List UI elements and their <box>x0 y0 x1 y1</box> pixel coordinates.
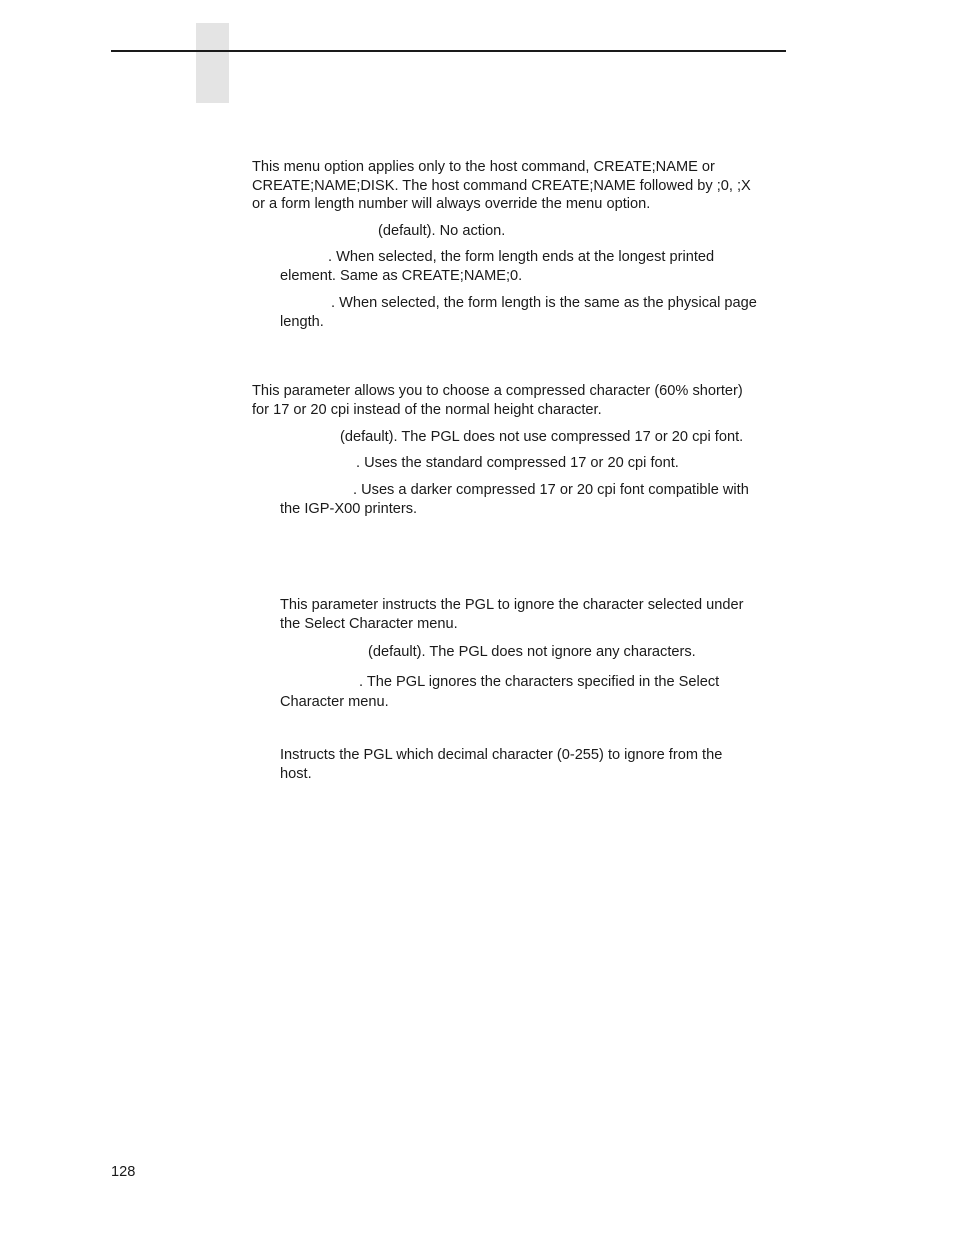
form-length-option-physical-line-2: length. <box>280 313 324 330</box>
form-length-option-default: (default). No action. <box>378 223 506 239</box>
ignore-option-enable-line-1: . The PGL ignores the characters specified in the Select <box>359 674 720 690</box>
header-rule <box>111 50 786 52</box>
ignore-intro-line-1: This parameter instructs the PGL to ignore the character selected under <box>280 597 744 613</box>
select-char-description-line-2: host. <box>280 765 312 782</box>
ignore-option-enable-line-2: Character menu. <box>280 693 389 710</box>
form-length-option-longest-line-1: . When selected, the form length ends at the longest printed <box>328 249 715 265</box>
select-char-description-line-1: Instructs the PGL which decimal character (0-255) to ignore from the <box>280 747 723 763</box>
form-length-option-physical-line-1: . When selected, the form length is the same as the physical page <box>331 295 757 311</box>
compressed-intro-line-1: This parameter allows you to choose a compressed character (60% shorter) <box>252 383 743 399</box>
form-length-option-longest-line-2: element. Same as CREATE;NAME;0. <box>280 267 523 284</box>
compressed-option-default: (default). The PGL does not use compressed 17 or 20 cpi font. <box>340 429 744 445</box>
form-length-intro-line-3: or a form length number will always override the menu option. <box>252 196 651 212</box>
compressed-option-darker-line-1: . Uses a darker compressed 17 or 20 cpi font compatible with <box>353 482 749 498</box>
compressed-intro-line-2: for 17 or 20 cpi instead of the normal height character. <box>252 401 602 418</box>
chapter-tab <box>196 23 229 103</box>
compressed-option-standard: . Uses the standard compressed 17 or 20 cpi font. <box>356 455 679 471</box>
page-number: 128 <box>111 1164 136 1180</box>
form-length-intro-line-2: CREATE;NAME;DISK. The host command CREATE;NAME followed by ;0, ;X <box>252 177 751 194</box>
ignore-option-default: (default). The PGL does not ignore any characters. <box>368 644 696 660</box>
ignore-intro-line-2: the Select Character menu. <box>280 615 458 632</box>
compressed-option-darker-line-2: the IGP-X00 printers. <box>280 500 418 517</box>
form-length-intro-line-1: This menu option applies only to the host command, CREATE;NAME or <box>252 159 715 175</box>
